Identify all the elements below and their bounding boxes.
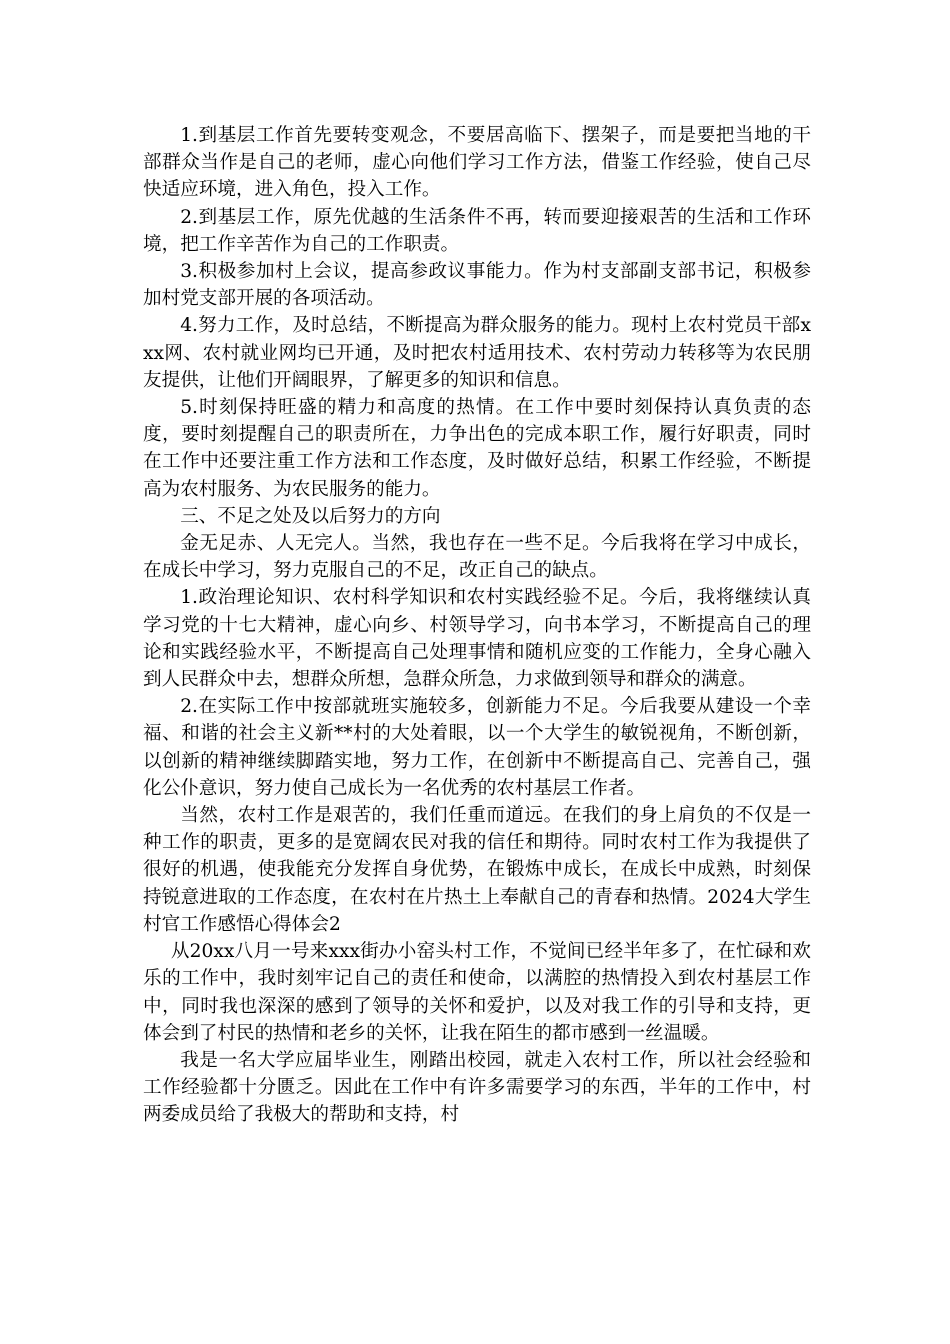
paragraph-intro-shortcomings: 金无足赤、人无完人。当然，我也存在一些不足。今后我将在学习中成长，在成长中学习，努力克服自己的不足，改正自己的缺点。 xyxy=(143,533,811,582)
paragraph-conclusion: 当然，农村工作是艰苦的，我们任重而道远。在我们的身上肩负的不仅是一种工作的职责，更多的是宽阔农民对我的信任和期待。同时农村工作为我提供了很好的机遇，使我能充分发挥自身优势，在锻炼中成长，在成长中成熟，时刻保持锐意进取的工作态度，在农村在片热土上奉献自己的青春和热情。2024大学生村官工作感悟心得体会2 xyxy=(143,805,811,935)
document-page xyxy=(143,122,811,1129)
paragraph-shortcoming-1: 1.政治理论知识、农村科学知识和农村实践经验不足。今后，我将继续认真学习党的十七大精神，虚心向乡、村领导学习，向书本学习，不断提高自己的理论和实践经验水平，不断提高自己处理事情和随机应变的工作能力，全身心融入到人民群众中去，想群众所想，急群众所急，力求做到领导和群众的满意。 xyxy=(143,587,811,691)
paragraph-item-4: 4.努力工作，及时总结，不断提高为群众服务的能力。现村上农村党员干部xxx网、农村就业网均已开通，及时把农村适用技术、农村劳动力转移等为农民朋友提供，让他们开阔眼界，了解更多的知识和信息。 xyxy=(143,315,811,391)
paragraph-item-5: 5.时刻保持旺盛的精力和高度的热情。在工作中要时刻保持认真负责的态度，要时刻提醒自己的职责所在，力争出色的完成本职工作，履行好职责，同时在工作中还要注重工作方法和工作态度，及时做好总结，积累工作经验，不断提高为农村服务、为农民服务的能力。 xyxy=(143,397,811,500)
paragraph-item-1: 1.到基层工作首先要转变观念，不要居高临下、摆架子，而是要把当地的干部群众当作是自己的老师，虚心向他们学习工作方法，借鉴工作经验，使自己尽快适应环境，进入角色，投入工作。 xyxy=(143,125,811,201)
section-heading-shortcomings: 三、不足之处及以后努力的方向 xyxy=(180,505,441,527)
paragraph-article2-background: 我是一名大学应届毕业生，刚踏出校园，就走入农村工作，所以社会经验和工作经验都十分匮乏。因此在工作中有许多需要学习的东西，半年的工作中，村两委成员给了我极大的帮助和支持，村 xyxy=(143,1049,811,1126)
paragraph-shortcoming-2: 2.在实际工作中按部就班实施较多，创新能力不足。今后我要从建设一个幸福、和谐的社会主义新**村的大处着眼，以一个大学生的敏锐视角，不断创新，以创新的精神继续脚踏实地，努力工作，在创新中不断提高自己、完善自己，强化公仆意识，努力使自己成长为一名优秀的农村基层工作者。 xyxy=(143,696,811,799)
paragraph-item-3: 3.积极参加村上会议，提高参政议事能力。作为村支部副支部书记，积极参加村党支部开展的各项活动。 xyxy=(143,261,811,310)
paragraph-item-2: 2.到基层工作，原先优越的生活条件不再，转而要迎接艰苦的生活和工作环境，把工作辛苦作为自己的工作职责。 xyxy=(143,206,811,255)
paragraph-article2-opening: 从20xx八月一号来xxx街办小窑头村工作，不觉间已经半年多了，在忙碌和欢乐的工作中，我时刻牢记自己的责任和使命，以满腔的热情投入到农村基层工作中，同时我也深深的感到了领导的关怀和爱护，以及对我工作的引导和支持，更体会到了村民的热情和老乡的关怀，让我在陌生的都市感到一丝温暖。 xyxy=(143,941,811,1044)
